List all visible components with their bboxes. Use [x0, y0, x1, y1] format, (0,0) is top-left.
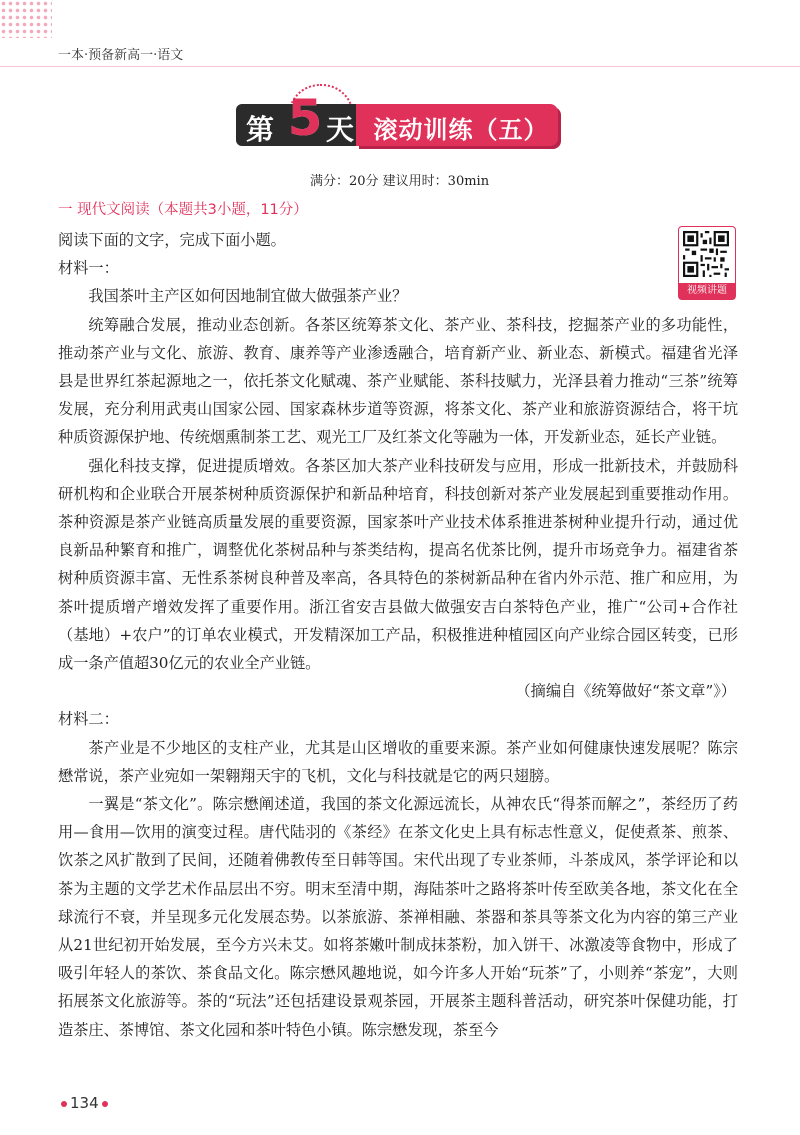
score-and-time: 满分：20分 建议用时：30min	[310, 174, 490, 189]
paragraph: 统筹融合发展，推动业态创新。各茶区统筹茶文化、茶产业、茶科技，挖掘茶产业的多功能性，推动茶产业与文化、旅游、教育、康养等产业渗透融合，培育新产业、新业态、新模式。福建省光泽县是世界红茶起源地之一，依托茶文化赋魂、茶产业赋能、茶科技赋力，光泽县着力推动“三茶”统筹发展，充分利用武夷山国家公园、国家森林步道等资源，将茶文化、茶产业和旅游资源结合，将干坑种质资源保护地、传统烟熏制茶工艺、观光工厂及红茶文化等融为一体，开发新业态，延长产业链。	[58, 315, 738, 447]
running-title: 一本·预备新高一·语文	[58, 48, 184, 63]
section-heading	[58, 198, 308, 219]
day-prefix: 第	[246, 113, 275, 146]
qr-caption: 视频讲题	[679, 283, 735, 299]
lesson-title-banner	[236, 89, 558, 150]
instruction-text: 阅读下面的文字，完成下面小题。	[58, 231, 286, 249]
source-citation: （摘编自《统筹做好“茶文章”》）	[515, 682, 736, 701]
page-number-text: 134	[70, 1094, 99, 1112]
reading-passage	[58, 226, 738, 1044]
decorative-dot	[61, 1101, 67, 1107]
section-heading-text: 一 现代文阅读（本题共3小题，11分）	[58, 202, 308, 218]
material-two-label: 材料二：	[58, 710, 119, 729]
decorative-dot-pattern	[0, 0, 52, 38]
decorative-dot	[102, 1101, 108, 1107]
paragraph: 茶产业是不少地区的支柱产业，尤其是山区增收的重要来源。茶产业如何健康快速发展呢？陈宗懋常说，茶产业宛如一架翱翔天宇的飞机，文化与科技就是它的两只翅膀。	[58, 738, 738, 785]
paragraph: 强化科技支撑，促进提质增效。各茶区加大茶产业科技研发与应用，形成一批新技术，并鼓励科研机构和企业联合开展茶树种质资源保护和新品种培育，科技创新对茶产业发展起到重要推动作用。茶种资源是茶产业链高质量发展的重要资源，国家茶叶产业技术体系推进茶树种业提升行动，通过优良新品种繁育和推广，调整优化茶树品种与茶类结构，提高名优茶比例，提升市场竞争力。福建省茶树种质资源丰富、无性系茶树良种普及率高，各具特色的茶树新品种在省内外示范、推广和应用，为茶叶提质增产增效发挥了重要作用。浙江省安吉县做大做强安吉白茶特色产业，推广“公司+合作社（基地）+农户”的订单农业模式，开发精深加工产品，积极推进种植园区向产业综合园区转变，已形成一条产值超30亿元的农业全产业链。	[58, 456, 738, 673]
day-number: 5	[287, 89, 323, 147]
day-suffix: 天	[326, 113, 355, 146]
material-one-label: 材料一：	[58, 259, 119, 278]
material-one-question: 我国茶叶主产区如何因地制宜做大做强茶产业？	[88, 287, 408, 306]
header-divider	[0, 66, 800, 67]
paragraph: 一翼是“茶文化”。陈宗懋阐述道，我国的茶文化源远流长，从神农氏“得茶而解之”，茶经历了药用—食用—饮用的演变过程。唐代陆羽的《茶经》在茶文化史上具有标志性意义，促使煮茶、煎茶、饮茶之风扩散到了民间，还随着佛教传至日韩等国。宋代出现了专业茶师，斗茶成风，茶学评论和以茶为主题的文学艺术作品层出不穷。明末至清中期，海陆茶叶之路将茶叶传至欧美各地，茶文化在全球流行不衰，并呈现多元化发展态势。以茶旅游、茶禅相融、茶器和茶具等茶文化为内容的第三产业从21世纪初开始发展，至今方兴未艾。如将茶嫩叶制成抹茶粉，加入饼干、冰激凌等食物中，形成了吸引年轻人的茶饮、茶食品文化。陈宗懋风趣地说，如今许多人开始“玩茶”了，小则养“茶宠”，大则拓展茶文化旅游等。茶的“玩法”还包括建设景观茶园，开展茶主题科普活动，研究茶叶保健功能，打造茶庄、茶博馆、茶文化园和茶叶特色小镇。陈宗懋发现，茶至今	[58, 795, 738, 1039]
lesson-topic: 滚动训练（五）	[373, 116, 549, 144]
page-number	[58, 1094, 111, 1112]
